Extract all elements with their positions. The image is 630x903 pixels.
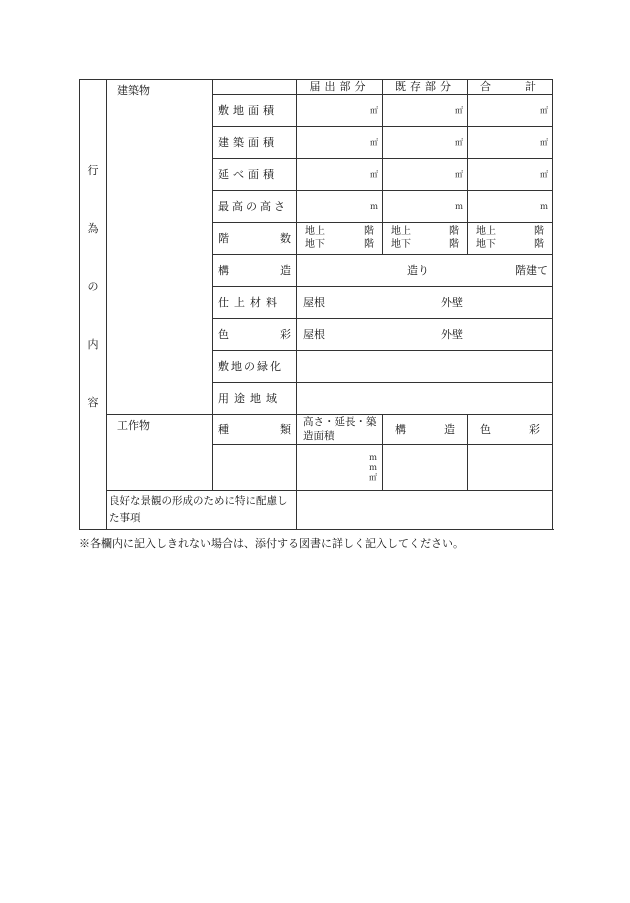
row-label-color xyxy=(213,319,297,351)
finish-materials-field[interactable] xyxy=(297,287,553,319)
structure-size-header: 高さ・延長・築造面積 xyxy=(297,415,383,445)
floor-area-notified-field[interactable]: ㎡ xyxy=(297,159,383,191)
color-label: 色 彩 xyxy=(218,327,291,341)
floors-notified-field[interactable]: 地上 階 地下 階 xyxy=(297,223,383,255)
structure-category-label: 工作物 xyxy=(107,415,213,491)
floor-area-total-field[interactable]: ㎡ xyxy=(468,159,553,191)
structure-size-field[interactable] xyxy=(297,445,383,491)
structure-construction-field[interactable] xyxy=(383,445,468,491)
structure-length-unit: ｍ xyxy=(369,462,377,472)
header-blank-cell xyxy=(213,80,297,95)
row-label-site-greening: 敷地の緑化 xyxy=(213,351,297,383)
structure-color-field[interactable] xyxy=(468,445,553,491)
section-label-char-1: 行 xyxy=(87,164,99,177)
structure-zukuri-text: 造り xyxy=(407,263,429,277)
structure-field[interactable] xyxy=(297,255,553,287)
floors-total-field[interactable]: 地上 階 地下 階 xyxy=(468,223,553,255)
structure-kind-field[interactable] xyxy=(213,445,297,491)
structure-kind-header xyxy=(213,415,297,445)
section-label-act-content xyxy=(80,80,107,530)
section-label-char-5: 容 xyxy=(87,396,99,409)
section-label-char-2: 為 xyxy=(87,222,99,235)
floors-existing-field[interactable]: 地上 階 地下 階 xyxy=(383,223,468,255)
site-area-total-field[interactable]: ㎡ xyxy=(468,95,553,127)
structure-area-unit: ㎡ xyxy=(369,472,377,482)
section-label-char-4: 内 xyxy=(87,338,99,351)
zoning-field[interactable] xyxy=(297,383,553,415)
building-area-total-field[interactable]: ㎡ xyxy=(468,127,553,159)
row-label-floors: 階 数 xyxy=(213,223,297,255)
building-area-existing-field[interactable]: ㎡ xyxy=(383,127,468,159)
row-label-building-area: 建築面積 xyxy=(213,127,297,159)
site-greening-field[interactable] xyxy=(297,351,553,383)
site-area-existing-field[interactable]: ㎡ xyxy=(383,95,468,127)
site-area-notified-field[interactable]: ㎡ xyxy=(297,95,383,127)
structure-label: 構 造 xyxy=(218,263,291,277)
structure-construction-header xyxy=(383,415,468,445)
structure-kind-label: 種 類 xyxy=(218,422,291,436)
max-height-existing-field[interactable]: ｍ xyxy=(383,191,468,223)
color-field[interactable] xyxy=(297,319,553,351)
color-wall-text: 外壁 xyxy=(441,327,463,341)
footnote-text: ※各欄内に記入しきれない場合は、添付する図書に詳しく記入してください。 xyxy=(79,537,464,550)
structure-color-label: 色 彩 xyxy=(480,422,540,436)
building-area-notified-field[interactable]: ㎡ xyxy=(297,127,383,159)
max-height-total-field[interactable]: ｍ xyxy=(468,191,553,223)
color-roof-text: 屋根 xyxy=(303,327,325,341)
finish-wall-text: 外壁 xyxy=(441,295,463,309)
row-label-structure xyxy=(213,255,297,287)
structure-kaidate-text: 階建て xyxy=(515,263,548,277)
notification-form-table xyxy=(79,79,553,530)
finish-roof-text: 屋根 xyxy=(303,295,325,309)
row-label-finish-materials: 仕上材料 xyxy=(213,287,297,319)
row-label-max-height: 最高の高さ xyxy=(213,191,297,223)
row-label-zoning: 用途地域 xyxy=(213,383,297,415)
section-label-char-3: の xyxy=(87,280,99,293)
consideration-field[interactable] xyxy=(297,491,553,530)
consideration-label: 良好な景観の形成のために特に配慮した事項 xyxy=(107,491,297,530)
column-header-total: 合 計 xyxy=(468,80,553,95)
building-category-label: 建築物 xyxy=(107,80,213,415)
structure-construction-label: 構 造 xyxy=(395,422,455,436)
max-height-notified-field[interactable]: ｍ xyxy=(297,191,383,223)
floor-area-existing-field[interactable]: ㎡ xyxy=(383,159,468,191)
structure-color-header xyxy=(468,415,553,445)
row-label-site-area: 敷地面積 xyxy=(213,95,297,127)
column-header-existing: 既存部分 xyxy=(383,80,468,95)
structure-height-unit: ｍ xyxy=(369,452,377,462)
column-header-notified: 届出部分 xyxy=(297,80,383,95)
row-label-total-floor-area: 延べ面積 xyxy=(213,159,297,191)
